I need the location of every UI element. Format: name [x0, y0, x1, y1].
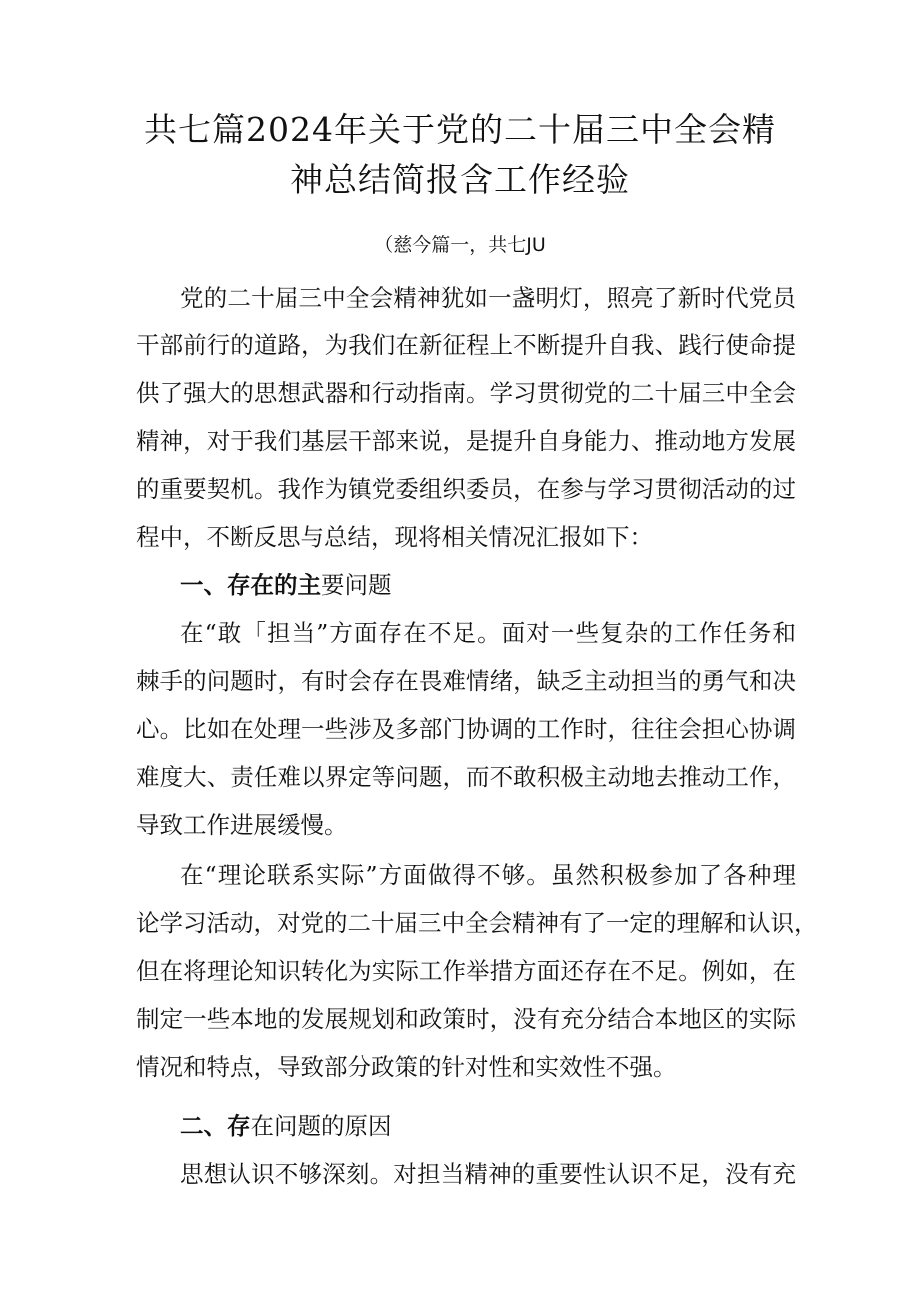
section-heading-1 — [180, 567, 392, 603]
section-heading-2 — [180, 1108, 392, 1144]
paragraph-3-line-1: 在“理论联系实际”方面做得不够。虽然积极参加了各种理 — [180, 861, 796, 889]
paragraph-1-line-2: 干部前行的道路，为我们在新征程上不断提升自我、践行使命提 — [136, 331, 796, 359]
section-heading-1-rest: 要问题 — [321, 571, 392, 599]
paragraph-2-line-3: 心。比如在处理一些涉及多部门协调的工作时，往往会担心协调 — [136, 715, 796, 743]
paragraph-2-line-4: 难度大、责任难以界定等问题，而不敢积极主动地去推动工作， — [136, 763, 796, 791]
paragraph-1-line-1: 党的二十届三中全会精神犹如一盏明灯，照亮了新时代党员 — [180, 284, 796, 312]
section-heading-2-bold: 二、存 — [180, 1112, 251, 1140]
document-subtitle: （慈今篇一，共七JU — [374, 234, 546, 256]
paragraph-1-line-5: 的重要契机。我作为镇党委组织委员，在参与学习贯彻活动的过 — [136, 475, 796, 503]
paragraph-3-line-4: 制定一些本地的发展规划和政策时，没有充分结合本地区的实际 — [136, 1005, 796, 1033]
paragraph-1-line-6: 程中，不断反思与总结，现将相关情况汇报如下： — [136, 523, 653, 551]
document-title-line-2: 神总结简报含工作经验 — [290, 160, 630, 199]
paragraph-1-line-3: 供了强大的思想武器和行动指南。学习贯彻党的二十届三中全会 — [136, 379, 796, 407]
paragraph-3-line-3: 但在将理论知识转化为实际工作举措方面还存在不足。例如，在 — [136, 957, 796, 985]
paragraph-3-line-2: 论学习活动，对党的二十届三中全会精神有了一定的理解和认识， — [136, 909, 818, 937]
paragraph-3-line-5: 情况和特点，导致部分政策的针对性和实效性不强。 — [136, 1053, 677, 1081]
paragraph-2-line-1: 在“敢「担当”方面存在不足。面对一些复杂的工作任务和 — [180, 619, 796, 647]
paragraph-2-line-2: 棘手的问题时，有时会存在畏难情绪，缺乏主动担当的勇气和决 — [136, 667, 796, 695]
paragraph-4-line-1: 思想认识不够深刻。对担当精神的重要性认识不足，没有充 — [180, 1160, 796, 1188]
document-title-line-1: 共七篇2024年关于党的二十届三中全会精 — [144, 110, 776, 149]
paragraph-1-line-4: 精神，对于我们基层干部来说，是提升自身能力、推动地方发展 — [136, 427, 796, 455]
paragraph-2-line-5: 导致工作进展缓慢。 — [136, 811, 348, 839]
section-heading-1-bold: 一、存在的主 — [180, 571, 321, 599]
section-heading-2-rest: 在问题的原因 — [250, 1112, 392, 1140]
